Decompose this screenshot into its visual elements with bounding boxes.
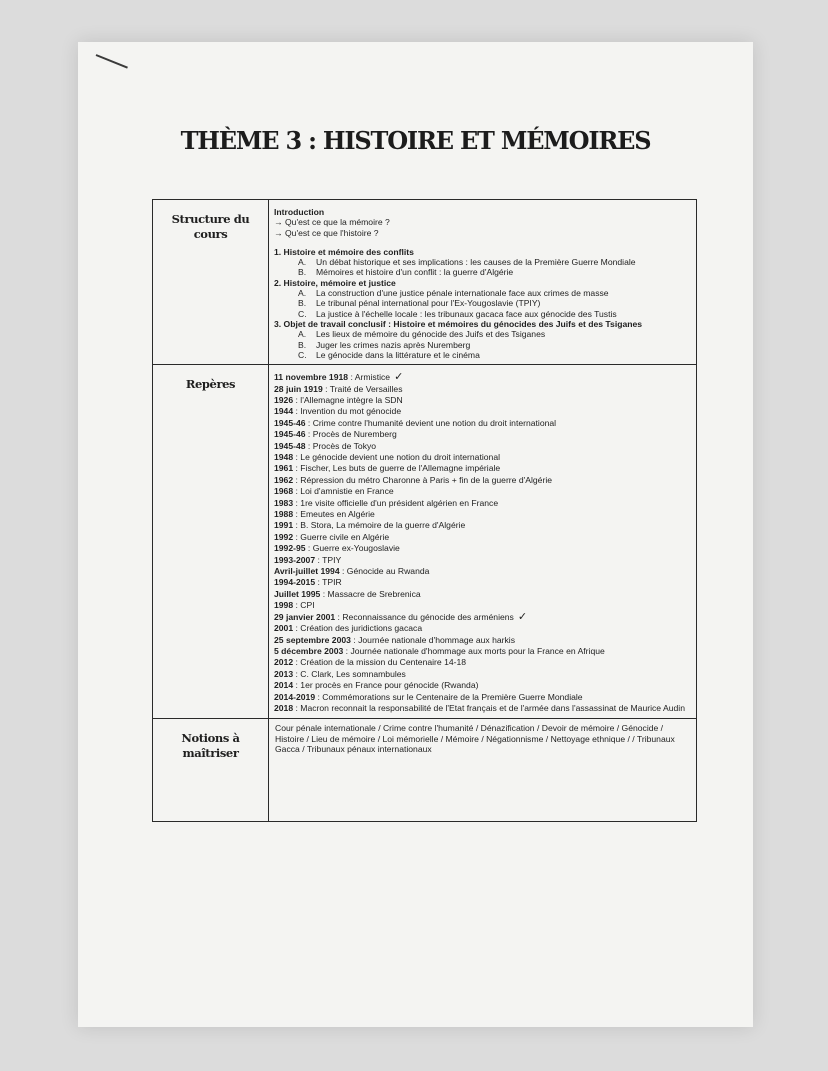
repere-text: : C. Clark, Les somnambules [293, 668, 406, 679]
part-subsection [274, 298, 690, 308]
repere-text: : Création de la mission du Centenaire 14-18 [293, 657, 467, 668]
repere-item [274, 669, 690, 680]
notions-row [153, 719, 697, 822]
repere-text: : Reconnaissance du génocide des arméniens [335, 611, 514, 622]
part-subsection [274, 288, 690, 298]
part-subsection [274, 267, 690, 277]
part-title: 2. Histoire, mémoire et justice [274, 277, 396, 288]
repere-item [274, 577, 690, 588]
repere-text: : B. Stora, La mémoire de la guerre d'Algérie [293, 520, 466, 531]
repere-item [274, 589, 690, 600]
subsection-letter: B. [298, 339, 307, 350]
repere-text: : Invention du mot génocide [293, 406, 402, 417]
repere-text: : Crime contre l'humanité devient une notion du droit international [305, 417, 557, 428]
repere-text: : Création des juridictions gacaca [293, 623, 423, 634]
repere-date: 2012 [274, 657, 294, 668]
repere-item [274, 532, 690, 543]
reperes-label: Repères [153, 365, 269, 719]
repere-date: 25 septembre 2003 [274, 634, 351, 645]
check-mark-icon: ✓ [517, 610, 528, 623]
repere-item [274, 566, 690, 577]
part-title: 1. Histoire et mémoire des conflits [274, 246, 414, 257]
subsection-letter: C. [298, 308, 307, 319]
repere-text: : TPIY [315, 554, 342, 565]
part-subsection [274, 309, 690, 319]
repere-text: : Journée nationale d'hommage aux harkis [350, 634, 515, 645]
repere-text: : Guerre ex-Yougoslavie [305, 543, 400, 554]
check-mark-icon: ✓ [394, 371, 404, 384]
repere-item [274, 692, 690, 703]
repere-date: 1945-46 [274, 429, 306, 440]
structure-content [269, 200, 697, 365]
subsection-letter: A. [298, 288, 307, 299]
repere-item [274, 612, 690, 623]
repere-text: : Commémorations sur le Centenaire de la Première Guerre Mondiale [315, 691, 583, 702]
subsection-text: Un débat historique et ses implications : les causes de la Première Guerre Mondiale [316, 257, 636, 268]
page-title: THÈME 3 : HISTOIRE ET MÉMOIRES [180, 126, 651, 155]
repere-text: : Procès de Nuremberg [305, 429, 397, 440]
repere-text: : Le génocide devient une notion du droit international [293, 452, 501, 462]
repere-date: 1993-2007 [274, 554, 316, 565]
repere-text: : Procès de Tokyo [305, 440, 377, 451]
repere-date: 1926 [274, 394, 294, 405]
repere-text: : Loi d'amnistie en France [293, 486, 394, 497]
repere-date: 1962 [274, 474, 294, 485]
structure-label: Structure du cours [153, 200, 269, 365]
part-subsection [274, 329, 690, 339]
repere-date: 1988 [274, 509, 294, 520]
repere-date: 11 novembre 1918 [274, 372, 349, 383]
repere-date: 2001 [274, 623, 294, 634]
repere-text: : TPIR [315, 577, 342, 588]
repere-date: 1998 [274, 600, 294, 611]
part-title: 3. Objet de travail conclusif : Histoire et mémoires du génocides des Juifs et des Tsiganes [274, 318, 643, 329]
repere-date: 1992 [274, 531, 294, 542]
repere-text: : 1re visite officielle d'un président algérien en France [293, 497, 499, 508]
notions-content: Cour pénale internationale / Crime contre l'humanité / Dénazification / Devoir de mémoire / Génocide / Histoire / Lieu de mémoire / Loi mémorielle / Mémoire / Négationnisme / Nettoyage ethnique / / Tribunaux Gacca / Tribunaux pénaux internationaux [269, 719, 697, 822]
subsection-letter: B. [298, 298, 307, 309]
repere-text: : 1er procès en France pour génocide (Rwanda) [293, 680, 479, 691]
intro-item: → Qu'est ce que la mémoire ? [274, 217, 390, 228]
repere-text: : CPI [293, 600, 315, 611]
subsection-letter: C. [298, 349, 307, 360]
repere-item [274, 623, 690, 634]
repere-text: : Génocide au Rwanda [339, 566, 430, 577]
reperes-row [153, 365, 697, 719]
repere-item [274, 509, 690, 520]
repere-date: Juillet 1995 [274, 588, 321, 599]
intro-title: Introduction [274, 207, 325, 217]
repere-date: 2014-2019 [274, 691, 316, 702]
part-subsection [274, 257, 690, 267]
repere-date: 1992-95 [274, 543, 306, 554]
repere-text: : Armistice [348, 372, 391, 383]
repere-date: 1945-46 [274, 417, 306, 428]
notions-label: Notions à maîtriser [153, 719, 269, 822]
repere-text: : Journée nationale d'hommage aux morts pour la France en Afrique [343, 645, 605, 656]
repere-item [274, 680, 690, 691]
repere-date: 1991 [274, 520, 294, 531]
repere-date: 2014 [274, 680, 294, 691]
part-subsection [274, 340, 690, 350]
repere-item [274, 635, 690, 646]
repere-date: Avril-juillet 1994 [274, 566, 340, 577]
subsection-text: Les lieux de mémoire du génocide des Juifs et des Tsiganes [316, 329, 546, 340]
repere-item [274, 384, 690, 395]
repere-date: 1994-2015 [274, 577, 316, 588]
repere-item [274, 395, 690, 406]
subsection-text: Le tribunal pénal international pour l'Ex-Yougoslavie (TPIY) [316, 298, 541, 309]
subsection-text: La construction d'une justice pénale internationale face aux crimes de masse [316, 288, 609, 299]
repere-date: 1945-48 [274, 440, 306, 451]
repere-item [274, 657, 690, 668]
part-subsection [274, 350, 690, 360]
repere-text: : Massacre de Srebrenica [320, 588, 421, 599]
repere-item [274, 498, 690, 509]
subsection-letter: A. [298, 329, 307, 340]
repere-item [274, 555, 690, 566]
reperes-list [274, 372, 690, 714]
repere-item [274, 418, 690, 429]
repere-date: 1968 [274, 486, 294, 497]
subsection-text: Juger les crimes nazis après Nuremberg [316, 339, 471, 350]
repere-text: : Traité de Versailles [322, 383, 403, 394]
repere-text: : Guerre civile en Algérie [293, 531, 390, 542]
repere-item [274, 486, 690, 497]
repere-item [274, 703, 690, 714]
repere-item [274, 543, 690, 554]
repere-date: 5 décembre 2003 [274, 645, 344, 656]
repere-text: : Macron reconnait la responsabilité de l'Etat français et de l'armée dans l'assassinat de Maurice Audin [293, 702, 685, 713]
repere-item [274, 520, 690, 531]
course-parts [274, 247, 690, 360]
repere-date: 1944 [274, 406, 294, 417]
subsection-letter: B. [298, 267, 307, 278]
repere-item [274, 463, 690, 474]
repere-item [274, 646, 690, 657]
course-table [152, 199, 697, 822]
repere-date: 29 janvier 2001 [274, 611, 336, 622]
repere-date: 2013 [274, 668, 294, 679]
reperes-content [269, 365, 697, 719]
repere-item [274, 429, 690, 440]
repere-text: : l'Allemagne intègre la SDN [293, 394, 403, 405]
repere-item [274, 372, 690, 383]
subsection-text: La justice à l'échelle locale : les tribunaux gacaca face aux génocide des Tustis [316, 308, 617, 319]
intro-item: → Qu'est ce que l'histoire ? [274, 227, 379, 238]
repere-item [274, 452, 690, 463]
subsection-letter: A. [298, 257, 307, 268]
repere-item [274, 475, 690, 486]
repere-item [274, 406, 690, 417]
repere-date: 1983 [274, 497, 294, 508]
repere-item [274, 600, 690, 611]
repere-date: 2018 [274, 702, 294, 713]
structure-row [153, 200, 697, 365]
subsection-text: Le génocide dans la littérature et le cinéma [316, 349, 480, 360]
repere-date: 1948 [274, 452, 294, 462]
repere-text: : Emeutes en Algérie [293, 509, 375, 520]
subsection-text: Mémoires et histoire d'un conflit : la guerre d'Algérie [316, 267, 514, 278]
repere-text: : Fischer, Les buts de guerre de l'Allemagne impériale [293, 463, 501, 474]
repere-text: : Répression du métro Charonne à Paris + fin de la guerre d'Algérie [293, 474, 553, 485]
repere-date: 1961 [274, 463, 294, 474]
repere-item [274, 441, 690, 452]
repere-date: 28 juin 1919 [274, 383, 323, 394]
